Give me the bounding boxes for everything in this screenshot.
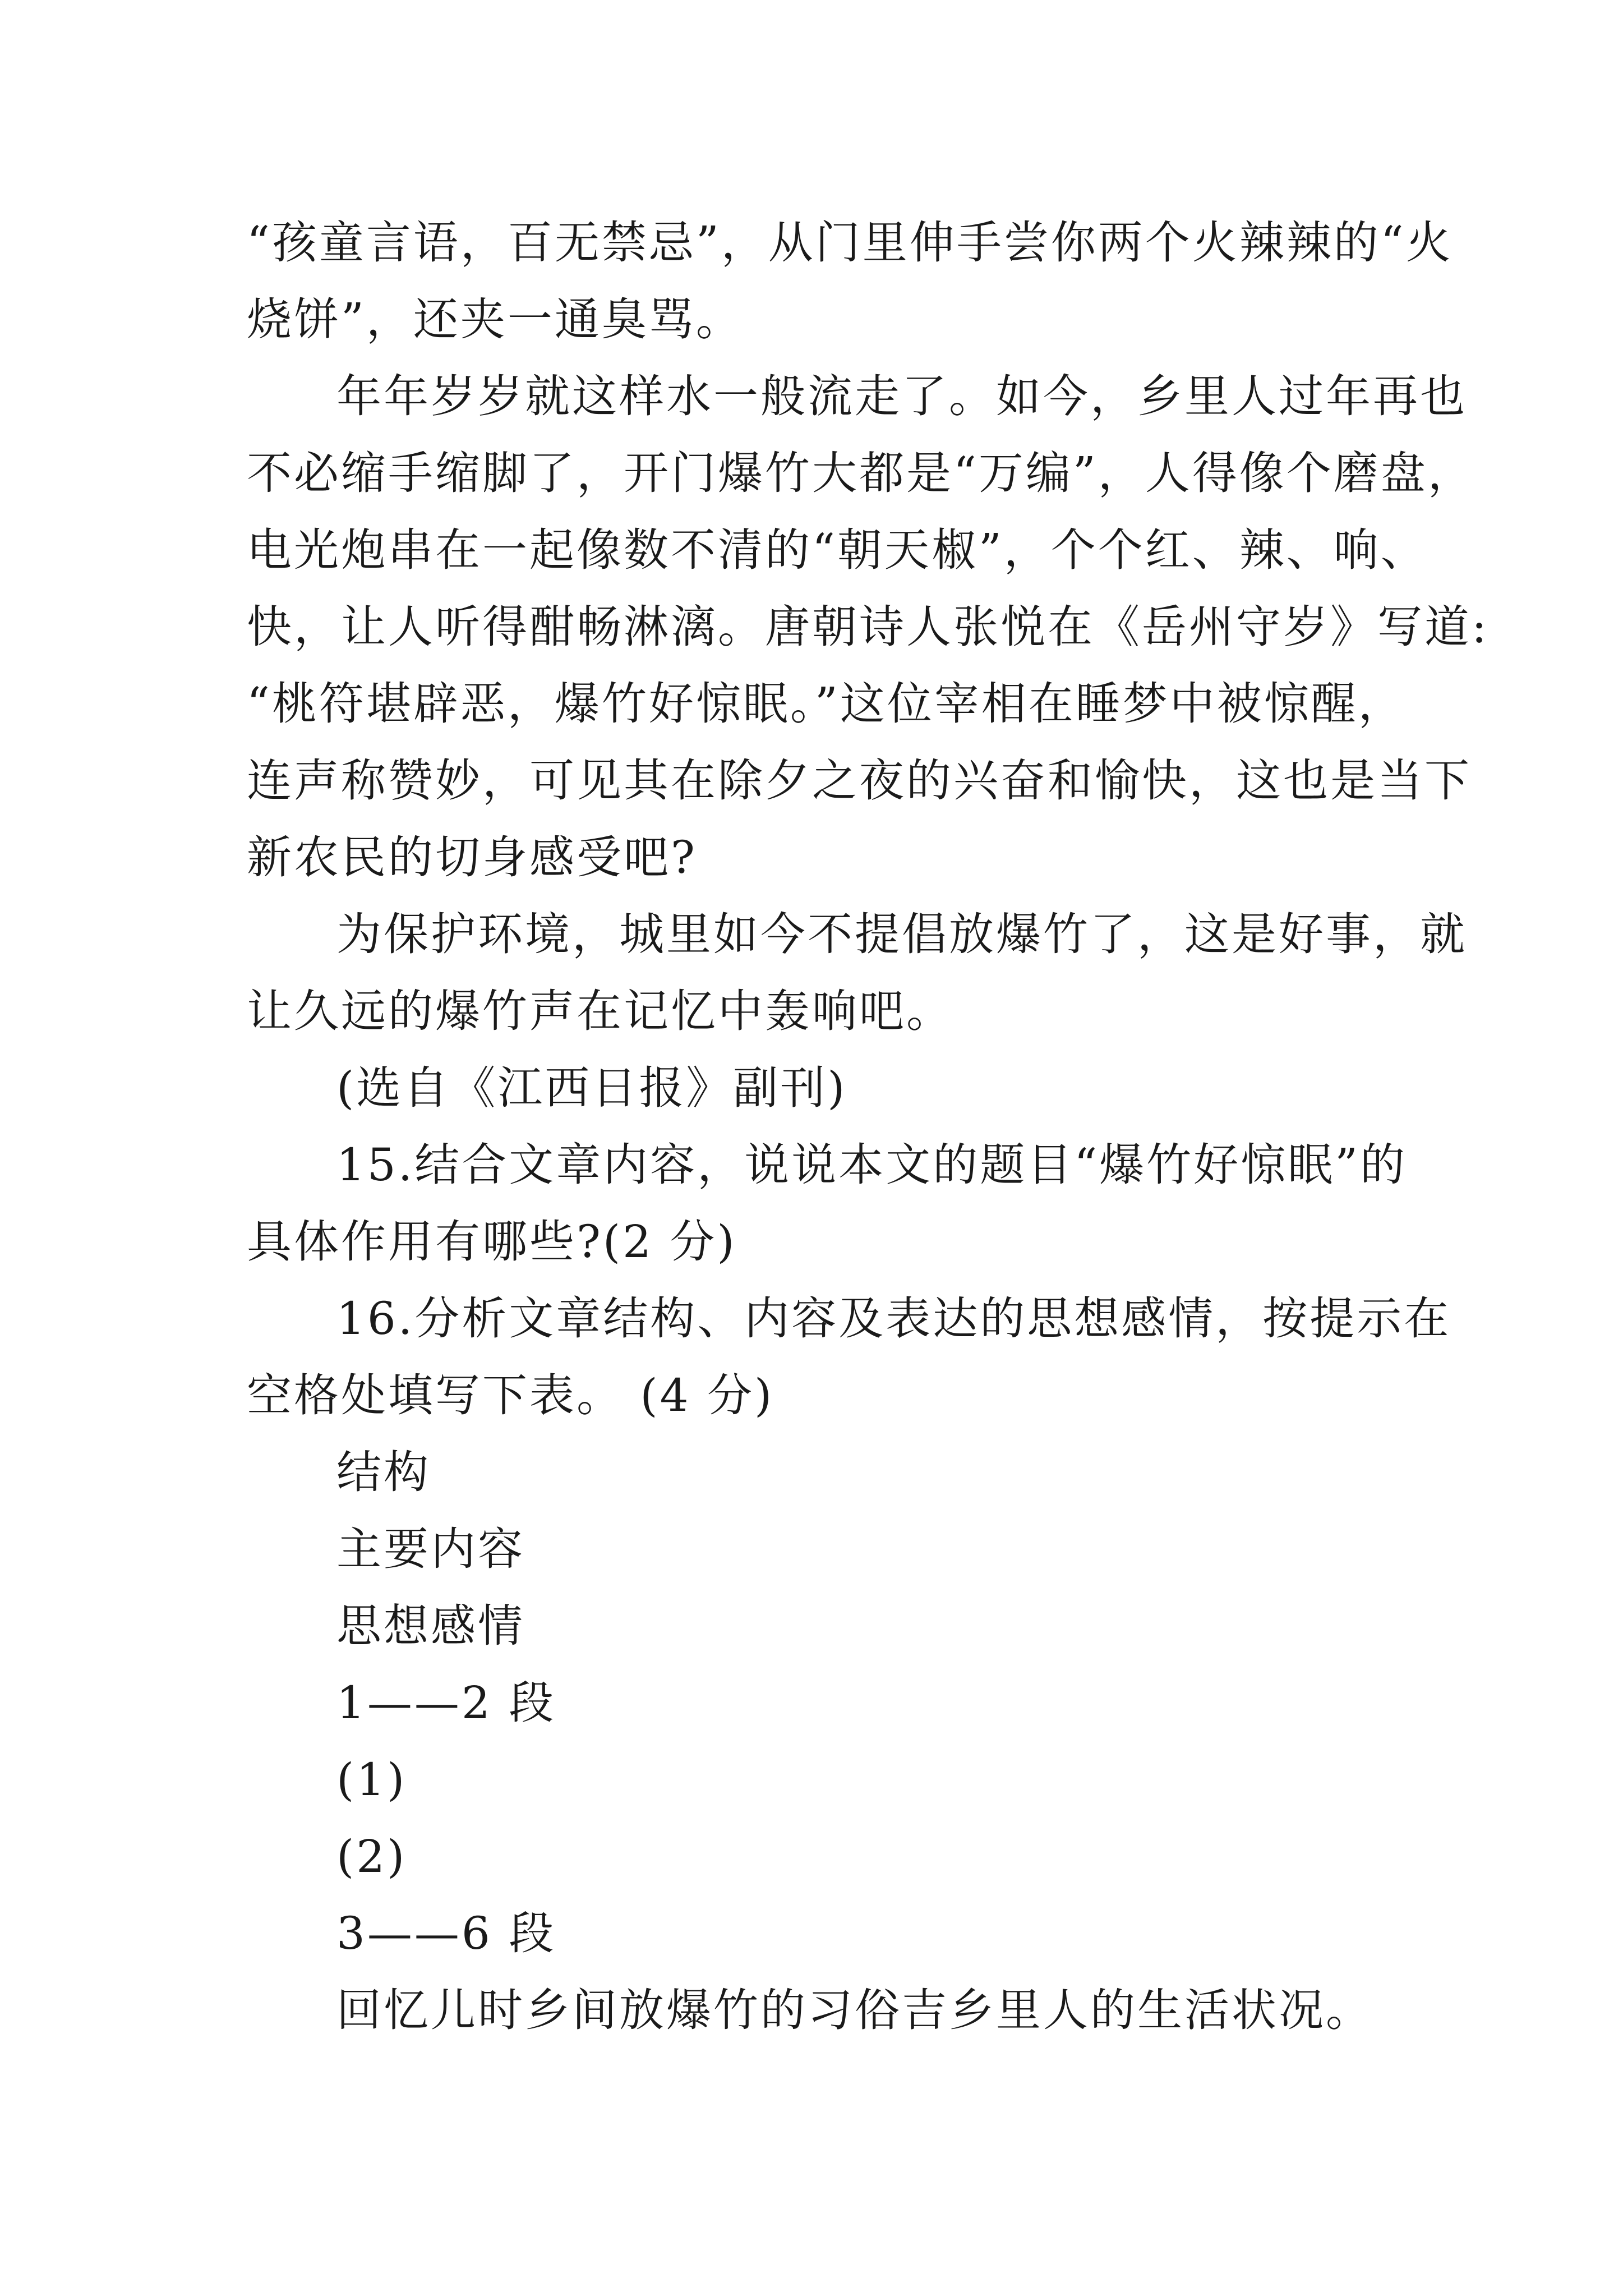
text-line: 快，让人听得酣畅淋漓。唐朝诗人张悦在《岳州守岁》写道:	[247, 601, 1489, 653]
text-line: 为保护环境，城里如今不提倡放爆竹了，这是好事，就	[336, 908, 1467, 960]
text-line: 烧饼”，还夹一通臭骂。	[247, 293, 743, 346]
source-note: (选自《江西日报》副刊)	[336, 1062, 847, 1114]
text-line: “孩童言语，百无禁忌”，从门里伸手尝你两个火辣辣的“火	[247, 217, 1453, 269]
table-cell: 思想感情	[336, 1600, 525, 1652]
text-line: “桃符堪辟恶，爆竹好惊眠。”这位宰相在睡梦中被惊醒，	[247, 678, 1405, 730]
text-line: 电光炮串在一起像数不清的“朝天椒”，个个红、辣、响、	[247, 524, 1428, 576]
question-16-continued: 空格处填写下表。 (4 分)	[247, 1369, 774, 1421]
table-cell: (2)	[336, 1830, 407, 1883]
text-line: 连声称赞妙，可见其在除夕之夜的兴奋和愉快，这也是当下	[247, 754, 1472, 807]
text-line: 不必缩手缩脚了，开门爆竹大都是“万编”，人得像个磨盘，	[247, 447, 1475, 499]
text-line: 年年岁岁就这样水一般流走了。如今，乡里人过年再也	[336, 370, 1467, 422]
text-line: 让久远的爆竹声在记忆中轰响吧。	[247, 985, 953, 1037]
question-15: 15.结合文章内容，说说本文的题目“爆竹好惊眠”的	[336, 1139, 1408, 1191]
table-cell: 3——6 段	[336, 1907, 556, 1959]
table-cell: (1)	[336, 1754, 407, 1806]
table-cell: 1——2 段	[336, 1677, 556, 1729]
text-line: 新农民的切身感受吧?	[247, 831, 697, 884]
table-cell: 回忆儿时乡间放爆竹的习俗吉乡里人的生活状况。	[336, 1984, 1373, 2036]
table-cell: 结构	[336, 1446, 431, 1498]
question-16: 16.分析文章结构、内容及表达的思想感情，按提示在	[336, 1292, 1451, 1345]
question-15-continued: 具体作用有哪些?(2 分)	[247, 1216, 737, 1268]
table-cell: 主要内容	[336, 1523, 525, 1575]
